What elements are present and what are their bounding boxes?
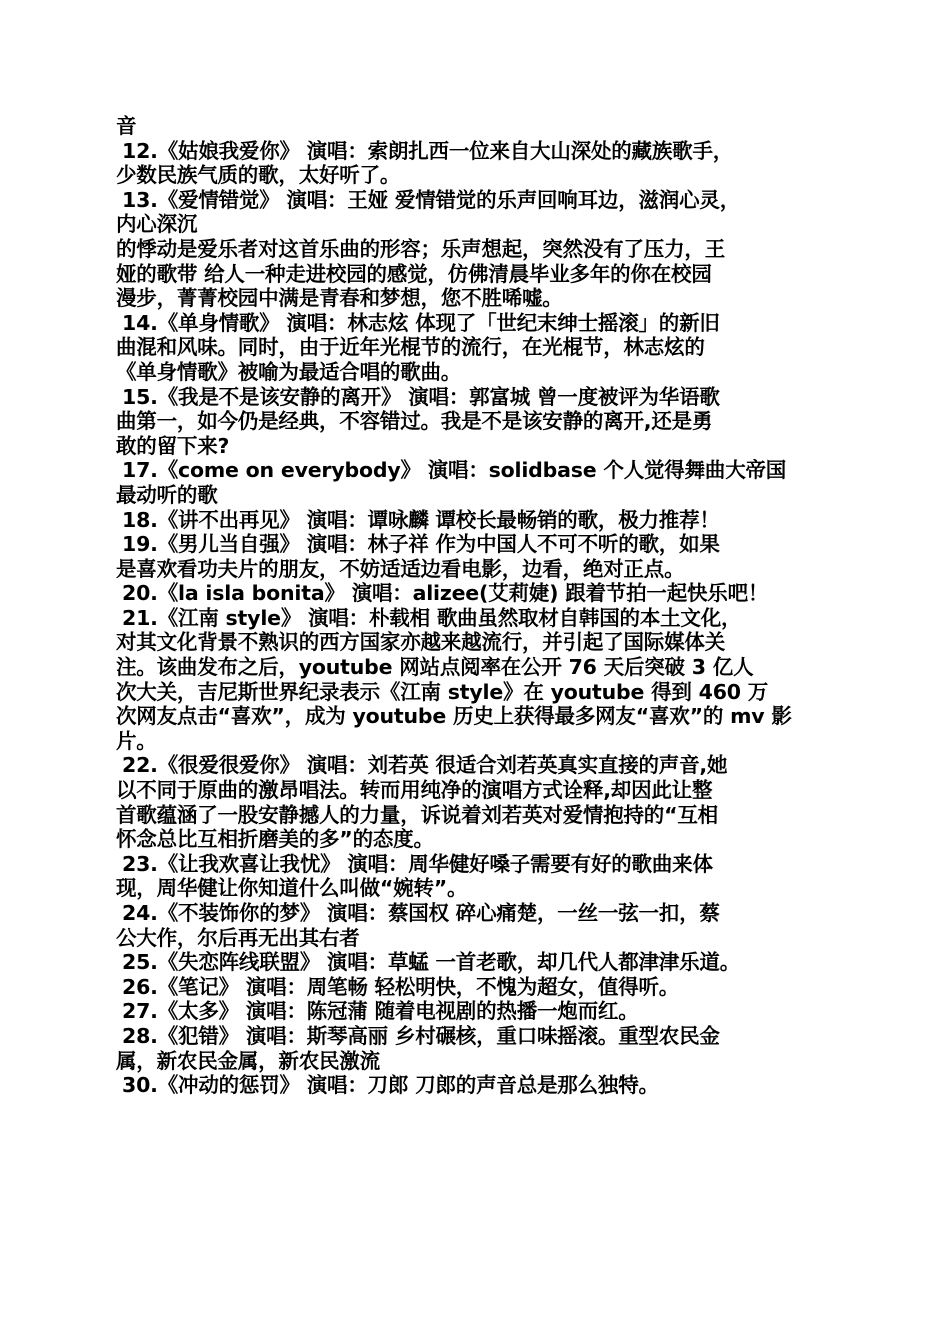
text-line: 注。该曲发布之后，youtube 网站点阅率在公开 76 天后突破 3 亿人 (116, 655, 754, 680)
song-entry-line: 23.《让我欢喜让我忧》 演唱：周华健好嗓子需要有好的歌曲来体 (122, 851, 713, 876)
text-line: 是喜欢看功夫片的朋友，不妨适适边看电影，边看，绝对正点。 (116, 556, 685, 581)
song-entry-line: 14.《单身情歌》 演唱：林志炫 体现了「世纪末绅士摇滚」的新旧 (122, 310, 720, 335)
text-line: 对其文化背景不熟识的西方国家亦越来越流行，并引起了国际媒体关 (116, 630, 725, 655)
text-line: 怀念总比互相折磨美的多”的态度。 (116, 827, 434, 852)
text-line: 首歌蕴涵了一股安静撼人的力量，诉说着刘若英对爱情抱持的“互相 (116, 802, 718, 827)
song-entry-line: 24.《不装饰你的梦》 演唱：蔡国权 碎心痛楚，一丝一弦一扣，蔡 (122, 901, 720, 925)
text-line: 少数民族气质的歌，太好听了。 (116, 163, 401, 188)
song-entry-line: 20.《la isla bonita》 演唱：alizee(艾莉婕) 跟着节拍一起快乐吧！ (122, 581, 769, 606)
song-entry-line: 21.《江南 style》 演唱：朴载相 歌曲虽然取材自韩国的本土文化， (122, 605, 742, 630)
text-line: 属，新农民金属，新农民激流 (116, 1048, 380, 1073)
song-entry-line: 26.《笔记》 演唱：周笔畅 轻松明快，不愧为超女，值得听。 (122, 974, 680, 999)
song-entry-line: 15.《我是不是该安静的离开》 演唱：郭富城 曾一度被评为华语歌 (122, 384, 720, 409)
song-entry-line: 12.《姑娘我爱你》 演唱：索朗扎西一位来自大山深处的藏族歌手， (122, 138, 734, 163)
text-line: 现，周华健让你知道什么叫做“婉转”。 (116, 876, 468, 901)
text-line: 《单身情歌》被喻为最适合唱的歌曲。 (116, 359, 462, 384)
song-entry-line: 19.《男儿当自强》 演唱：林子祥 作为中国人不可不听的歌，如果 (122, 532, 720, 557)
song-entry-line: 28.《犯错》 演唱：斯琴高丽 乡村碾核，重口味摇滚。重型农民金 (122, 1023, 720, 1048)
document-body (116, 114, 840, 1098)
text-line: 漫步，菁菁校园中满是青春和梦想，您不胜唏嘘。 (116, 286, 563, 311)
text-line: 次网友点击“喜欢”，成为 youtube 历史上获得最多网友“喜欢”的 mv 影 (116, 704, 792, 729)
song-entry-line: 22.《很爱很爱你》 演唱：刘若英 很适合刘若英真实直接的声音,她 (122, 753, 728, 778)
text-line: 次大关，吉尼斯世界纪录表示《江南 style》在 youtube 得到 460 万 (116, 679, 769, 704)
text-line: 曲第一，如今仍是经典，不容错过。我是不是该安静的离开,还是勇 (116, 409, 713, 434)
text-line: 敢的留下来? (116, 433, 230, 458)
song-entry-line: 17.《come on everybody》 演唱：solidbase 个人觉得舞曲大帝国 (122, 458, 787, 483)
text-line: 的悸动是爱乐者对这首乐曲的形容；乐声想起，突然没有了压力，王 (116, 236, 725, 261)
song-entry-line: 25.《失恋阵线联盟》 演唱：草蜢 一首老歌，却几代人都津津乐道。 (122, 950, 740, 975)
song-entry-line: 18.《讲不出再见》 演唱：谭咏麟 谭校长最畅销的歌，极力推荐！ (122, 507, 720, 532)
text-line: 音 (116, 114, 137, 138)
text-line: 娅的歌带 给人一种走进校园的感觉，仿佛清晨毕业多年的你在校园 (116, 261, 712, 286)
text-line: 公大作，尔后再无出其右者 (116, 925, 360, 950)
song-entry-line: 27.《太多》 演唱：陈冠蒲 随着电视剧的热播一炮而红。 (122, 999, 639, 1024)
song-entry-line: 13.《爱情错觉》 演唱：王娅 爱情错觉的乐声回响耳边，滋润心灵， (122, 187, 740, 212)
text-line: 内心深沉 (116, 212, 198, 237)
text-line: 最动听的歌 (116, 482, 218, 507)
text-line: 片。 (116, 728, 157, 753)
text-line: 以不同于原曲的激昂唱法。转而用纯净的演唱方式诠释,却因此让整 (116, 778, 713, 803)
text-line: 曲混和风味。同时，由于近年光棍节的流行，在光棍节，林志炫的 (116, 335, 705, 360)
song-entry-line: 30.《冲动的惩罚》 演唱：刀郎 刀郎的声音总是那么独特。 (122, 1073, 659, 1098)
